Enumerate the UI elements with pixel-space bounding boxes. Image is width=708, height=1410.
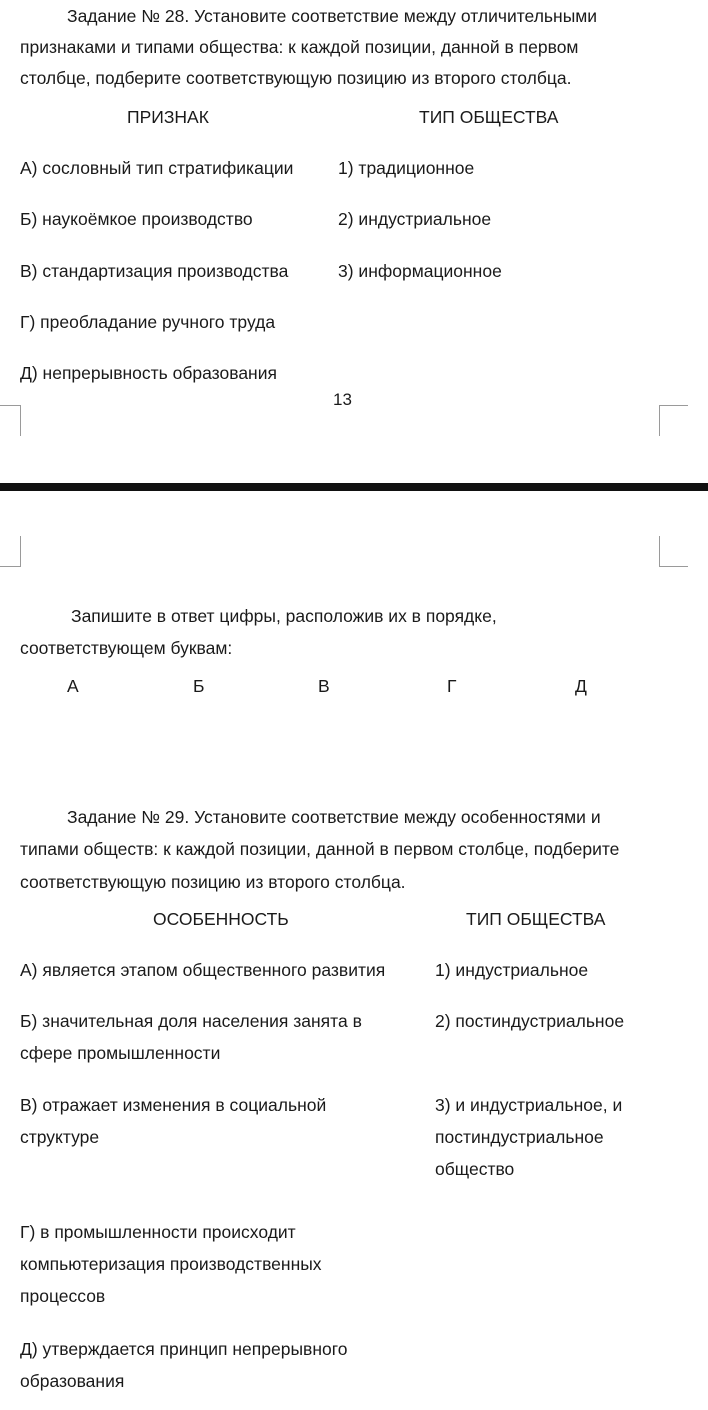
task-28-feature-g: Г) преобладание ручного труда <box>20 312 276 332</box>
answer-letter-a: А <box>67 676 79 696</box>
task-29-feature-d: Д) утверждается принцип непрерывного <box>20 1339 348 1359</box>
task-28-col-header-feature: ПРИЗНАК <box>127 107 209 127</box>
task-29-feature-g: процессов <box>20 1286 106 1306</box>
task-29-feature-g: Г) в промышленности происходит <box>20 1222 296 1242</box>
task-28-feature-a: А) сословный тип стратификации <box>20 158 294 178</box>
task-29-feature-d: образования <box>20 1371 125 1391</box>
task-29-intro-line: типами обществ: к каждой позиции, данной в первом столбце, подберите <box>20 839 620 859</box>
task-29-type-2: 2) постиндустриальное <box>435 1011 625 1031</box>
task-28-feature-b: Б) наукоёмкое производство <box>20 209 253 229</box>
answer-letter-g: Г <box>447 676 457 696</box>
page-corner-mark <box>0 405 21 436</box>
page-break-divider <box>0 483 708 491</box>
task-28-feature-d: Д) непрерывность образования <box>20 363 277 383</box>
answer-instruction-line: соответствующем буквам: <box>20 638 233 658</box>
answer-letter-b: Б <box>193 676 205 696</box>
answer-letter-v: В <box>318 676 330 696</box>
task-28-type-3: 3) информационное <box>338 261 502 281</box>
page-corner-mark <box>659 536 688 567</box>
task-29-intro-line: Задание № 29. Установите соответствие между особенностями и <box>67 807 601 827</box>
task-29-type-1: 1) индустриальное <box>435 960 589 980</box>
task-29-col-header-feature: ОСОБЕННОСТЬ <box>153 909 289 929</box>
task-29-feature-g: компьютеризация производственных <box>20 1254 322 1274</box>
task-29-type-3: 3) и индустриальное, и <box>435 1095 623 1115</box>
page-corner-mark <box>659 405 688 436</box>
task-29-type-3: общество <box>435 1159 515 1179</box>
task-29-feature-v: В) отражает изменения в социальной <box>20 1095 327 1115</box>
task-29-col-header-type: ТИП ОБЩЕСТВА <box>466 909 606 929</box>
task-29-feature-v: структуре <box>20 1127 100 1147</box>
task-29-type-3: постиндустриальное <box>435 1127 604 1147</box>
task-28-type-2: 2) индустриальное <box>338 209 492 229</box>
task-29-feature-b: сфере промышленности <box>20 1043 221 1063</box>
task-28-intro-line: признаками и типами общества: к каждой позиции, данной в первом <box>20 37 579 57</box>
task-28-intro-line: Задание № 28. Установите соответствие между отличительными <box>67 6 598 26</box>
page-number: 13 <box>333 390 352 409</box>
answer-instruction-line: Запишите в ответ цифры, расположив их в порядке, <box>71 606 497 626</box>
task-28-feature-v: В) стандартизация производства <box>20 261 289 281</box>
task-29-intro-line: соответствующую позицию из второго столбца. <box>20 872 406 892</box>
answer-letter-d: Д <box>575 676 587 696</box>
task-28-intro-line: столбце, подберите соответствующую позицию из второго столбца. <box>20 68 572 88</box>
task-28-col-header-type: ТИП ОБЩЕСТВА <box>419 107 559 127</box>
task-29-feature-a: А) является этапом общественного развития <box>20 960 386 980</box>
task-28-type-1: 1) традиционное <box>338 158 475 178</box>
task-29-feature-b: Б) значительная доля населения занята в <box>20 1011 362 1031</box>
page-corner-mark <box>0 536 21 567</box>
